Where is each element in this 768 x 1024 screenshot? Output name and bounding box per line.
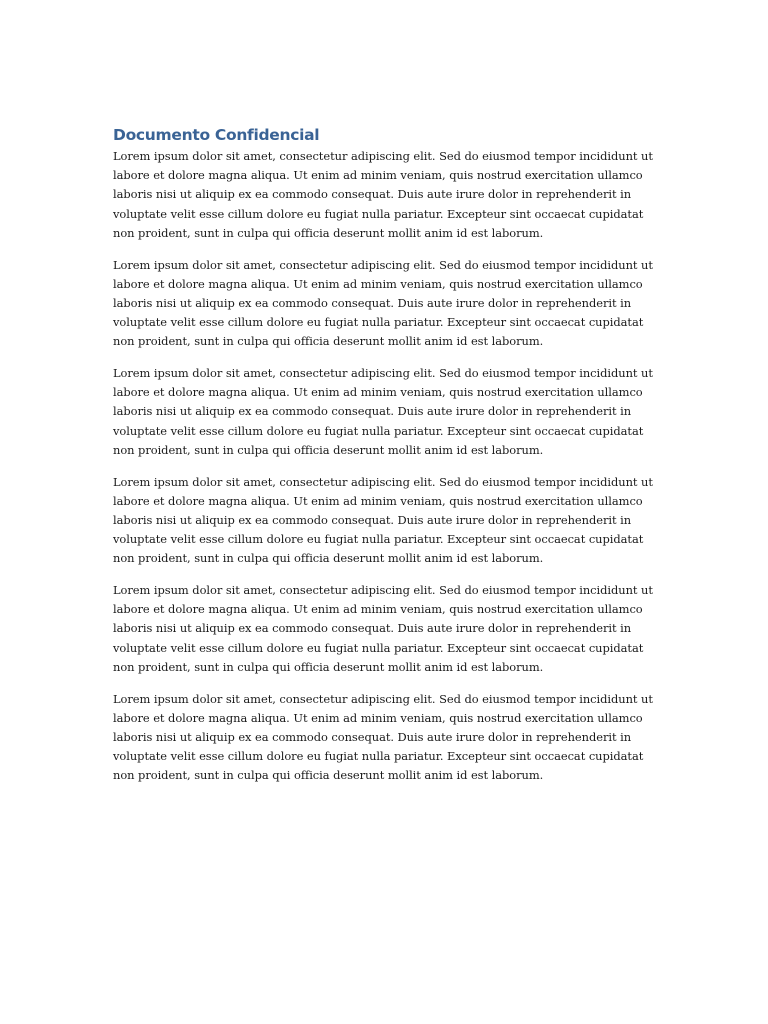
body-paragraph-4: Lorem ipsum dolor sit amet, consectetur adipiscing elit. Sed do eiusmod tempor incididunt ut labore et dolore magna aliqua. Ut enim ad minim veniam, quis nostrud exercitation ullamco laboris nisi ut aliquip ex ea commodo consequat. Duis aute irure dolor in reprehenderit in voluptate velit esse cillum dolore eu fugiat nulla pariatur. Excepteur sint occaecat cupidatat non proident, sunt in culpa qui officia deserunt mollit anim id est laborum. — [113, 474, 653, 566]
body-paragraph-3: Lorem ipsum dolor sit amet, consectetur adipiscing elit. Sed do eiusmod tempor incididunt ut labore et dolore magna aliqua. Ut enim ad minim veniam, quis nostrud exercitation ullamco laboris nisi ut aliquip ex ea commodo consequat. Duis aute irure dolor in reprehenderit in voluptate velit esse cillum dolore eu fugiat nulla pariatur. Excepteur sint occaecat cupidatat non proident, sunt in culpa qui officia deserunt mollit anim id est laborum. — [113, 366, 653, 457]
document-body — [113, 124, 653, 798]
document-title: Documento Confidencial — [113, 126, 320, 144]
body-paragraph-6: Lorem ipsum dolor sit amet, consectetur adipiscing elit. Sed do eiusmod tempor incididunt ut labore et dolore magna aliqua. Ut enim ad minim veniam, quis nostrud exercitation ullamco laboris nisi ut aliquip ex ea commodo consequat. Duis aute irure dolor in reprehenderit in voluptate velit esse cillum dolore eu fugiat nulla pariatur. Excepteur sint occaecat cupidatat non proident, sunt in culpa qui officia deserunt mollit anim id est laborum. — [113, 691, 653, 783]
body-paragraph-2: Lorem ipsum dolor sit amet, consectetur adipiscing elit. Sed do eiusmod tempor incididunt ut labore et dolore magna aliqua. Ut enim ad minim veniam, quis nostrud exercitation ullamco laboris nisi ut aliquip ex ea commodo consequat. Duis aute irure dolor in reprehenderit in voluptate velit esse cillum dolore eu fugiat nulla pariatur. Excepteur sint occaecat cupidatat non proident, sunt in culpa qui officia deserunt mollit anim id est laborum. — [113, 257, 653, 349]
body-paragraph-1: Lorem ipsum dolor sit amet, consectetur adipiscing elit. Sed do eiusmod tempor incididunt ut labore et dolore magna aliqua. Ut enim ad minim veniam, quis nostrud exercitation ullamco laboris nisi ut aliquip ex ea commodo consequat. Duis aute irure dolor in reprehenderit in voluptate velit esse cillum dolore eu fugiat nulla pariatur. Excepteur sint occaecat cupidatat non proident, sunt in culpa qui officia deserunt mollit anim id est laborum. — [113, 149, 653, 240]
body-paragraph-5: Lorem ipsum dolor sit amet, consectetur adipiscing elit. Sed do eiusmod tempor incididunt ut labore et dolore magna aliqua. Ut enim ad minim veniam, quis nostrud exercitation ullamco laboris nisi ut aliquip ex ea commodo consequat. Duis aute irure dolor in reprehenderit in voluptate velit esse cillum dolore eu fugiat nulla pariatur. Excepteur sint occaecat cupidatat non proident, sunt in culpa qui officia deserunt mollit anim id est laborum. — [113, 583, 653, 674]
